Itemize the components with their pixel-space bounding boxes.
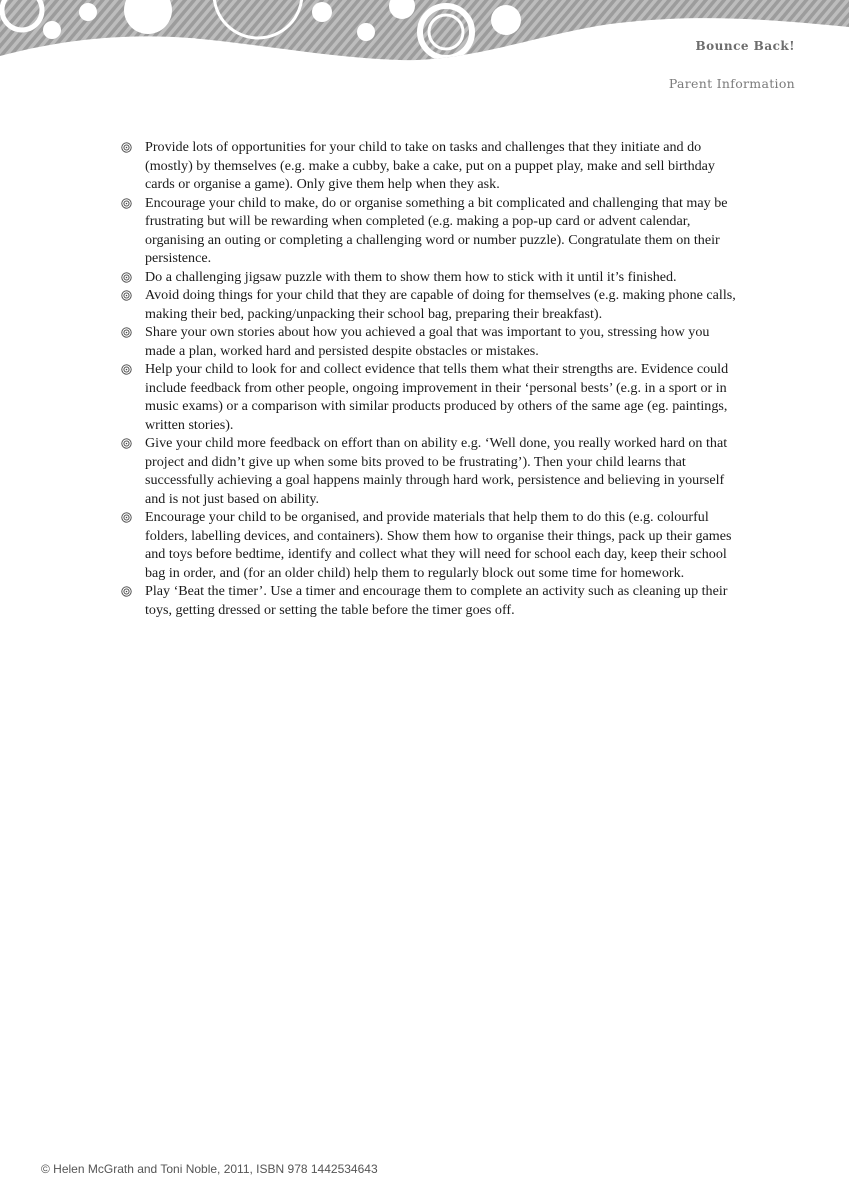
list-item <box>121 286 741 323</box>
concentric-circle-bullet-icon <box>121 290 132 301</box>
list-item <box>121 268 741 287</box>
copyright-footer: © Helen McGrath and Toni Noble, 2011, ISBN 978 1442534643 <box>41 1162 378 1176</box>
tip-text: Help your child to look for and collect evidence that tells them what their strengths are. Evidence could include feedback from other people, ongoing improvement in their ‘personal bests’ (e.g. in a sport or in music exams) or a comparison with similar products produced by others of the same age (eg. paintings, written stories). <box>145 361 729 433</box>
concentric-circle-bullet-icon <box>121 272 132 283</box>
list-item <box>121 434 741 508</box>
concentric-circle-bullet-icon <box>121 364 132 375</box>
tip-text: Encourage your child to be organised, and provide materials that help them to do this (e.g. colourful folders, labelling devices, and containers). Show them how to organise their things, pack up their games and toys before bedtime, identify and collect what they will need for school each day, keep their school bag in order, and (for an older child) help them to regularly block out some time for homework. <box>145 509 732 581</box>
concentric-circle-bullet-icon <box>121 142 132 153</box>
list-item <box>121 508 741 582</box>
tip-text: Encourage your child to make, do or organise something a bit complicated and challenging that may be frustrating but will be rewarding when completed (e.g. making a pop-up card or advent calendar, organising an outing or completing a challenging word or number puzzle). Congratulate them on their persistence. <box>145 194 728 266</box>
list-item <box>121 138 741 194</box>
section-label: Parent Information <box>668 76 795 91</box>
list-item <box>121 582 741 619</box>
tip-text: Provide lots of opportunities for your child to take on tasks and challenges that they initiate and do (mostly) by themselves (e.g. make a cubby, bake a cake, put on a puppet play, make and sell birthday cards or organise a game). Only give them help when they ask. <box>145 139 715 192</box>
tip-text: Play ‘Beat the timer’. Use a timer and encourage them to complete an activity such as cleaning up their toys, getting dressed or setting the table before the timer goes off. <box>145 583 728 618</box>
brand-title: Bounce Back! <box>695 39 795 53</box>
list-item <box>121 323 741 360</box>
tip-text: Give your child more feedback on effort than on ability e.g. ‘Well done, you really worked hard on that project and didn’t give up when some bits proved to be frustrating’). Then your child learns that successfully achieving a goal happens mainly through hard work, persistence and believing in yourself and is not just based on ability. <box>145 435 728 507</box>
tip-text: Share your own stories about how you achieved a goal that was important to you, stressing how you made a plan, worked hard and persisted despite obstacles or mistakes. <box>145 324 710 359</box>
list-item <box>121 194 741 268</box>
tips-list <box>121 138 741 619</box>
concentric-circle-bullet-icon <box>121 327 132 338</box>
concentric-circle-bullet-icon <box>121 586 132 597</box>
concentric-circle-bullet-icon <box>121 512 132 523</box>
tip-text: Avoid doing things for your child that they are capable of doing for themselves (e.g. making phone calls, making their bed, packing/unpacking their school bag, preparing their breakfast). <box>145 287 736 322</box>
concentric-circle-bullet-icon <box>121 198 132 209</box>
list-item <box>121 360 741 434</box>
concentric-circle-bullet-icon <box>121 438 132 449</box>
tip-text: Do a challenging jigsaw puzzle with them to show them how to stick with it until it’s finished. <box>145 268 677 285</box>
